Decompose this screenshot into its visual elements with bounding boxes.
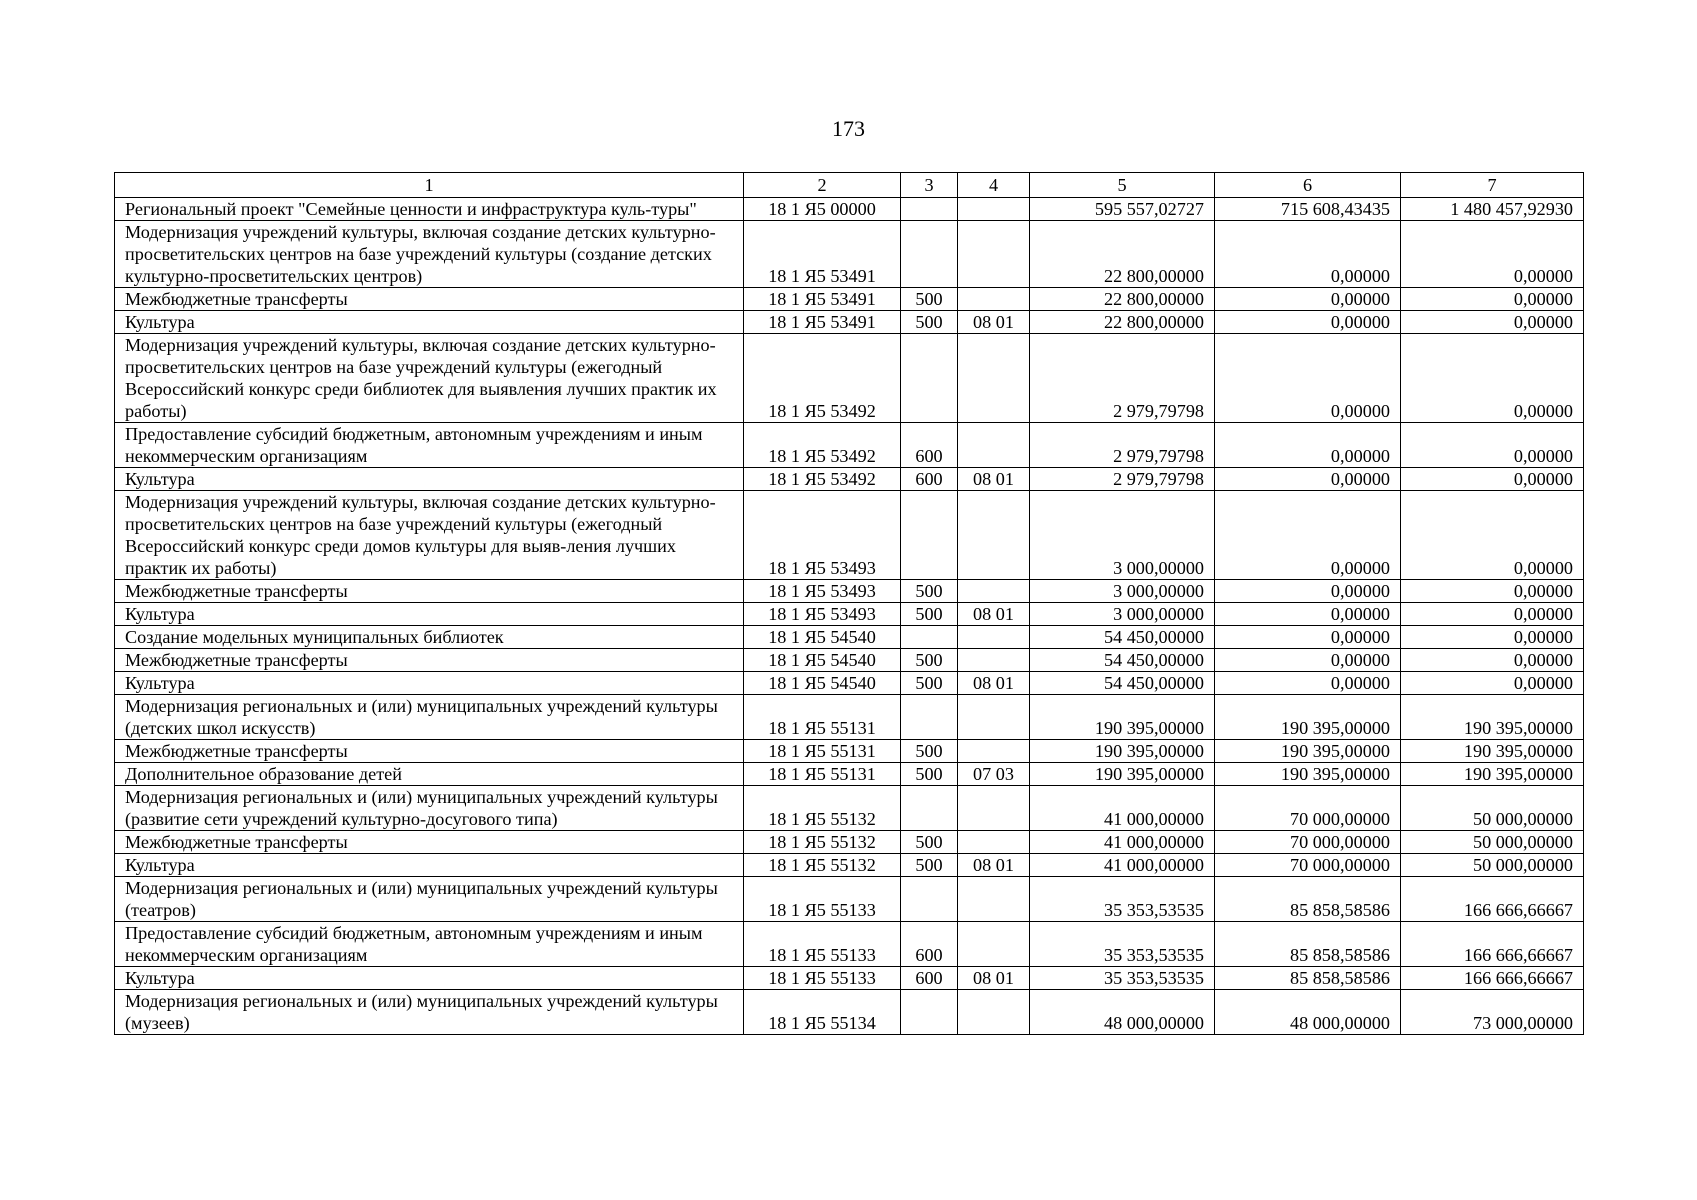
table-row bbox=[115, 221, 1584, 288]
section-cell bbox=[958, 221, 1030, 288]
expense-type-cell: 600 bbox=[901, 423, 958, 468]
target-code-cell: 18 1 Я5 53493 bbox=[744, 491, 901, 580]
row-name-cell: Предоставление субсидий бюджетным, автономным учреждениям и иным некоммерческим организациям bbox=[115, 922, 744, 967]
amount-col5-cell: 41 000,00000 bbox=[1030, 831, 1215, 854]
amount-col7-cell: 0,00000 bbox=[1401, 311, 1584, 334]
amount-col6-cell: 85 858,58586 bbox=[1215, 922, 1401, 967]
amount-col7-cell: 0,00000 bbox=[1401, 288, 1584, 311]
section-cell: 08 01 bbox=[958, 967, 1030, 990]
section-cell: 08 01 bbox=[958, 468, 1030, 491]
row-name-cell: Культура bbox=[115, 603, 744, 626]
amount-col6-cell: 0,00000 bbox=[1215, 311, 1401, 334]
row-name-cell: Культура bbox=[115, 468, 744, 491]
amount-col5-cell: 22 800,00000 bbox=[1030, 288, 1215, 311]
table-row bbox=[115, 491, 1584, 580]
column-header: 1 bbox=[115, 173, 744, 198]
amount-col6-cell: 190 395,00000 bbox=[1215, 695, 1401, 740]
expense-type-cell: 500 bbox=[901, 831, 958, 854]
amount-col7-cell: 0,00000 bbox=[1401, 580, 1584, 603]
expense-type-cell: 600 bbox=[901, 967, 958, 990]
row-name-cell: Модернизация региональных и (или) муниципальных учреждений культуры (развитие сети учреждений культурно-досугового типа) bbox=[115, 786, 744, 831]
amount-col5-cell: 48 000,00000 bbox=[1030, 990, 1215, 1035]
amount-col6-cell: 0,00000 bbox=[1215, 603, 1401, 626]
expense-type-cell bbox=[901, 786, 958, 831]
row-name-cell: Предоставление субсидий бюджетным, автономным учреждениям и иным некоммерческим организациям bbox=[115, 423, 744, 468]
target-code-cell: 18 1 Я5 54540 bbox=[744, 649, 901, 672]
section-cell: 08 01 bbox=[958, 311, 1030, 334]
target-code-cell: 18 1 Я5 55131 bbox=[744, 740, 901, 763]
table-row bbox=[115, 922, 1584, 967]
section-cell bbox=[958, 198, 1030, 221]
amount-col6-cell: 70 000,00000 bbox=[1215, 831, 1401, 854]
target-code-cell: 18 1 Я5 55133 bbox=[744, 967, 901, 990]
amount-col5-cell: 190 395,00000 bbox=[1030, 740, 1215, 763]
target-code-cell: 18 1 Я5 55132 bbox=[744, 854, 901, 877]
target-code-cell: 18 1 Я5 53491 bbox=[744, 311, 901, 334]
row-name-cell: Культура bbox=[115, 967, 744, 990]
target-code-cell: 18 1 Я5 54540 bbox=[744, 672, 901, 695]
table-row bbox=[115, 288, 1584, 311]
expense-type-cell: 500 bbox=[901, 311, 958, 334]
amount-col6-cell: 0,00000 bbox=[1215, 672, 1401, 695]
target-code-cell: 18 1 Я5 53492 bbox=[744, 468, 901, 491]
page-number: 173 bbox=[832, 116, 865, 141]
section-cell: 08 01 bbox=[958, 672, 1030, 695]
expense-type-cell: 500 bbox=[901, 740, 958, 763]
section-cell bbox=[958, 990, 1030, 1035]
row-name-cell: Модернизация учреждений культуры, включая создание детских культурно-просветительских центров на базе учреждений культуры (создание детских культурно-просветительских центров) bbox=[115, 221, 744, 288]
amount-col6-cell: 190 395,00000 bbox=[1215, 763, 1401, 786]
amount-col6-cell: 70 000,00000 bbox=[1215, 786, 1401, 831]
table-row bbox=[115, 740, 1584, 763]
amount-col5-cell: 2 979,79798 bbox=[1030, 468, 1215, 491]
row-name-cell: Межбюджетные трансферты bbox=[115, 288, 744, 311]
table-row bbox=[115, 649, 1584, 672]
target-code-cell: 18 1 Я5 54540 bbox=[744, 626, 901, 649]
row-name-cell: Культура bbox=[115, 672, 744, 695]
amount-col7-cell: 190 395,00000 bbox=[1401, 695, 1584, 740]
amount-col7-cell: 50 000,00000 bbox=[1401, 831, 1584, 854]
amount-col5-cell: 595 557,02727 bbox=[1030, 198, 1215, 221]
column-header: 6 bbox=[1215, 173, 1401, 198]
target-code-cell: 18 1 Я5 53493 bbox=[744, 580, 901, 603]
table-row bbox=[115, 990, 1584, 1035]
table-row bbox=[115, 334, 1584, 423]
amount-col6-cell: 85 858,58586 bbox=[1215, 877, 1401, 922]
table-row bbox=[115, 468, 1584, 491]
expense-type-cell bbox=[901, 877, 958, 922]
expense-type-cell bbox=[901, 695, 958, 740]
target-code-cell: 18 1 Я5 53491 bbox=[744, 288, 901, 311]
table-row bbox=[115, 423, 1584, 468]
amount-col6-cell: 0,00000 bbox=[1215, 468, 1401, 491]
section-cell: 08 01 bbox=[958, 603, 1030, 626]
column-number-row bbox=[115, 173, 1584, 198]
expense-type-cell bbox=[901, 198, 958, 221]
column-header: 4 bbox=[958, 173, 1030, 198]
amount-col5-cell: 54 450,00000 bbox=[1030, 649, 1215, 672]
row-name-cell: Модернизация учреждений культуры, включая создание детских культурно-просветительских центров на базе учреждений культуры (ежегодный Всероссийский конкурс среди домов культуры для выяв-ления лучших практик их работы) bbox=[115, 491, 744, 580]
row-name-cell: Культура bbox=[115, 311, 744, 334]
section-cell bbox=[958, 491, 1030, 580]
amount-col7-cell: 0,00000 bbox=[1401, 626, 1584, 649]
expense-type-cell bbox=[901, 334, 958, 423]
section-cell bbox=[958, 695, 1030, 740]
target-code-cell: 18 1 Я5 53492 bbox=[744, 334, 901, 423]
row-name-cell: Модернизация региональных и (или) муниципальных учреждений культуры (музеев) bbox=[115, 990, 744, 1035]
expense-type-cell: 500 bbox=[901, 763, 958, 786]
table-row bbox=[115, 695, 1584, 740]
table-row bbox=[115, 967, 1584, 990]
amount-col6-cell: 0,00000 bbox=[1215, 580, 1401, 603]
target-code-cell: 18 1 Я5 55133 bbox=[744, 922, 901, 967]
section-cell: 07 03 bbox=[958, 763, 1030, 786]
amount-col7-cell: 1 480 457,92930 bbox=[1401, 198, 1584, 221]
amount-col5-cell: 54 450,00000 bbox=[1030, 672, 1215, 695]
row-name-cell: Модернизация региональных и (или) муниципальных учреждений культуры (детских школ искусств) bbox=[115, 695, 744, 740]
column-header: 2 bbox=[744, 173, 901, 198]
amount-col6-cell: 0,00000 bbox=[1215, 334, 1401, 423]
column-header: 3 bbox=[901, 173, 958, 198]
amount-col7-cell: 166 666,66667 bbox=[1401, 877, 1584, 922]
table-row bbox=[115, 580, 1584, 603]
amount-col7-cell: 0,00000 bbox=[1401, 468, 1584, 491]
amount-col5-cell: 3 000,00000 bbox=[1030, 491, 1215, 580]
amount-col5-cell: 3 000,00000 bbox=[1030, 603, 1215, 626]
expense-type-cell: 500 bbox=[901, 672, 958, 695]
amount-col5-cell: 22 800,00000 bbox=[1030, 311, 1215, 334]
budget-table bbox=[114, 172, 1584, 1035]
amount-col5-cell: 22 800,00000 bbox=[1030, 221, 1215, 288]
amount-col7-cell: 0,00000 bbox=[1401, 649, 1584, 672]
amount-col5-cell: 190 395,00000 bbox=[1030, 695, 1215, 740]
amount-col5-cell: 35 353,53535 bbox=[1030, 877, 1215, 922]
expense-type-cell bbox=[901, 990, 958, 1035]
amount-col5-cell: 3 000,00000 bbox=[1030, 580, 1215, 603]
amount-col7-cell: 0,00000 bbox=[1401, 603, 1584, 626]
amount-col7-cell: 190 395,00000 bbox=[1401, 740, 1584, 763]
section-cell bbox=[958, 288, 1030, 311]
table-row bbox=[115, 854, 1584, 877]
row-name-cell: Межбюджетные трансферты bbox=[115, 831, 744, 854]
target-code-cell: 18 1 Я5 55133 bbox=[744, 877, 901, 922]
target-code-cell: 18 1 Я5 00000 bbox=[744, 198, 901, 221]
amount-col7-cell: 0,00000 bbox=[1401, 491, 1584, 580]
expense-type-cell: 500 bbox=[901, 580, 958, 603]
target-code-cell: 18 1 Я5 53491 bbox=[744, 221, 901, 288]
row-name-cell: Межбюджетные трансферты bbox=[115, 649, 744, 672]
table-row bbox=[115, 831, 1584, 854]
amount-col7-cell: 50 000,00000 bbox=[1401, 854, 1584, 877]
row-name-cell: Межбюджетные трансферты bbox=[115, 580, 744, 603]
amount-col6-cell: 70 000,00000 bbox=[1215, 854, 1401, 877]
section-cell bbox=[958, 740, 1030, 763]
target-code-cell: 18 1 Я5 55132 bbox=[744, 831, 901, 854]
target-code-cell: 18 1 Я5 55132 bbox=[744, 786, 901, 831]
section-cell: 08 01 bbox=[958, 854, 1030, 877]
amount-col7-cell: 166 666,66667 bbox=[1401, 922, 1584, 967]
amount-col7-cell: 73 000,00000 bbox=[1401, 990, 1584, 1035]
target-code-cell: 18 1 Я5 55131 bbox=[744, 695, 901, 740]
section-cell bbox=[958, 786, 1030, 831]
amount-col6-cell: 0,00000 bbox=[1215, 221, 1401, 288]
amount-col7-cell: 0,00000 bbox=[1401, 221, 1584, 288]
amount-col5-cell: 41 000,00000 bbox=[1030, 854, 1215, 877]
expense-type-cell bbox=[901, 221, 958, 288]
section-cell bbox=[958, 877, 1030, 922]
section-cell bbox=[958, 649, 1030, 672]
amount-col6-cell: 0,00000 bbox=[1215, 491, 1401, 580]
amount-col6-cell: 0,00000 bbox=[1215, 423, 1401, 468]
target-code-cell: 18 1 Я5 53492 bbox=[744, 423, 901, 468]
amount-col6-cell: 0,00000 bbox=[1215, 649, 1401, 672]
amount-col6-cell: 715 608,43435 bbox=[1215, 198, 1401, 221]
row-name-cell: Дополнительное образование детей bbox=[115, 763, 744, 786]
amount-col6-cell: 0,00000 bbox=[1215, 626, 1401, 649]
amount-col6-cell: 85 858,58586 bbox=[1215, 967, 1401, 990]
row-name-cell: Создание модельных муниципальных библиотек bbox=[115, 626, 744, 649]
row-name-cell: Межбюджетные трансферты bbox=[115, 740, 744, 763]
expense-type-cell: 600 bbox=[901, 468, 958, 491]
section-cell bbox=[958, 831, 1030, 854]
amount-col5-cell: 41 000,00000 bbox=[1030, 786, 1215, 831]
amount-col5-cell: 35 353,53535 bbox=[1030, 967, 1215, 990]
target-code-cell: 18 1 Я5 53493 bbox=[744, 603, 901, 626]
amount-col5-cell: 2 979,79798 bbox=[1030, 423, 1215, 468]
row-name-cell: Региональный проект "Семейные ценности и инфраструктура куль-туры" bbox=[115, 198, 744, 221]
expense-type-cell: 500 bbox=[901, 854, 958, 877]
expense-type-cell: 600 bbox=[901, 922, 958, 967]
table-row bbox=[115, 786, 1584, 831]
expense-type-cell: 500 bbox=[901, 649, 958, 672]
section-cell bbox=[958, 626, 1030, 649]
amount-col6-cell: 0,00000 bbox=[1215, 288, 1401, 311]
table-body bbox=[115, 198, 1584, 1035]
table-row bbox=[115, 763, 1584, 786]
amount-col7-cell: 0,00000 bbox=[1401, 672, 1584, 695]
table-row bbox=[115, 198, 1584, 221]
row-name-cell: Культура bbox=[115, 854, 744, 877]
table-row bbox=[115, 672, 1584, 695]
row-name-cell: Модернизация учреждений культуры, включая создание детских культурно-просветительских центров на базе учреждений культуры (ежегодный Всероссийский конкурс среди библиотек для выявления лучших практик их работы) bbox=[115, 334, 744, 423]
section-cell bbox=[958, 334, 1030, 423]
section-cell bbox=[958, 580, 1030, 603]
amount-col7-cell: 190 395,00000 bbox=[1401, 763, 1584, 786]
amount-col7-cell: 50 000,00000 bbox=[1401, 786, 1584, 831]
target-code-cell: 18 1 Я5 55134 bbox=[744, 990, 901, 1035]
section-cell bbox=[958, 423, 1030, 468]
amount-col7-cell: 0,00000 bbox=[1401, 423, 1584, 468]
expense-type-cell: 500 bbox=[901, 288, 958, 311]
amount-col5-cell: 54 450,00000 bbox=[1030, 626, 1215, 649]
table-row bbox=[115, 603, 1584, 626]
amount-col5-cell: 2 979,79798 bbox=[1030, 334, 1215, 423]
amount-col7-cell: 0,00000 bbox=[1401, 334, 1584, 423]
table-row bbox=[115, 311, 1584, 334]
row-name-cell: Модернизация региональных и (или) муниципальных учреждений культуры (театров) bbox=[115, 877, 744, 922]
section-cell bbox=[958, 922, 1030, 967]
table-row bbox=[115, 626, 1584, 649]
expense-type-cell bbox=[901, 626, 958, 649]
expense-type-cell: 500 bbox=[901, 603, 958, 626]
amount-col7-cell: 166 666,66667 bbox=[1401, 967, 1584, 990]
amount-col5-cell: 190 395,00000 bbox=[1030, 763, 1215, 786]
amount-col6-cell: 190 395,00000 bbox=[1215, 740, 1401, 763]
column-header: 5 bbox=[1030, 173, 1215, 198]
target-code-cell: 18 1 Я5 55131 bbox=[744, 763, 901, 786]
expense-type-cell bbox=[901, 491, 958, 580]
amount-col5-cell: 35 353,53535 bbox=[1030, 922, 1215, 967]
table-row bbox=[115, 877, 1584, 922]
column-header: 7 bbox=[1401, 173, 1584, 198]
amount-col6-cell: 48 000,00000 bbox=[1215, 990, 1401, 1035]
